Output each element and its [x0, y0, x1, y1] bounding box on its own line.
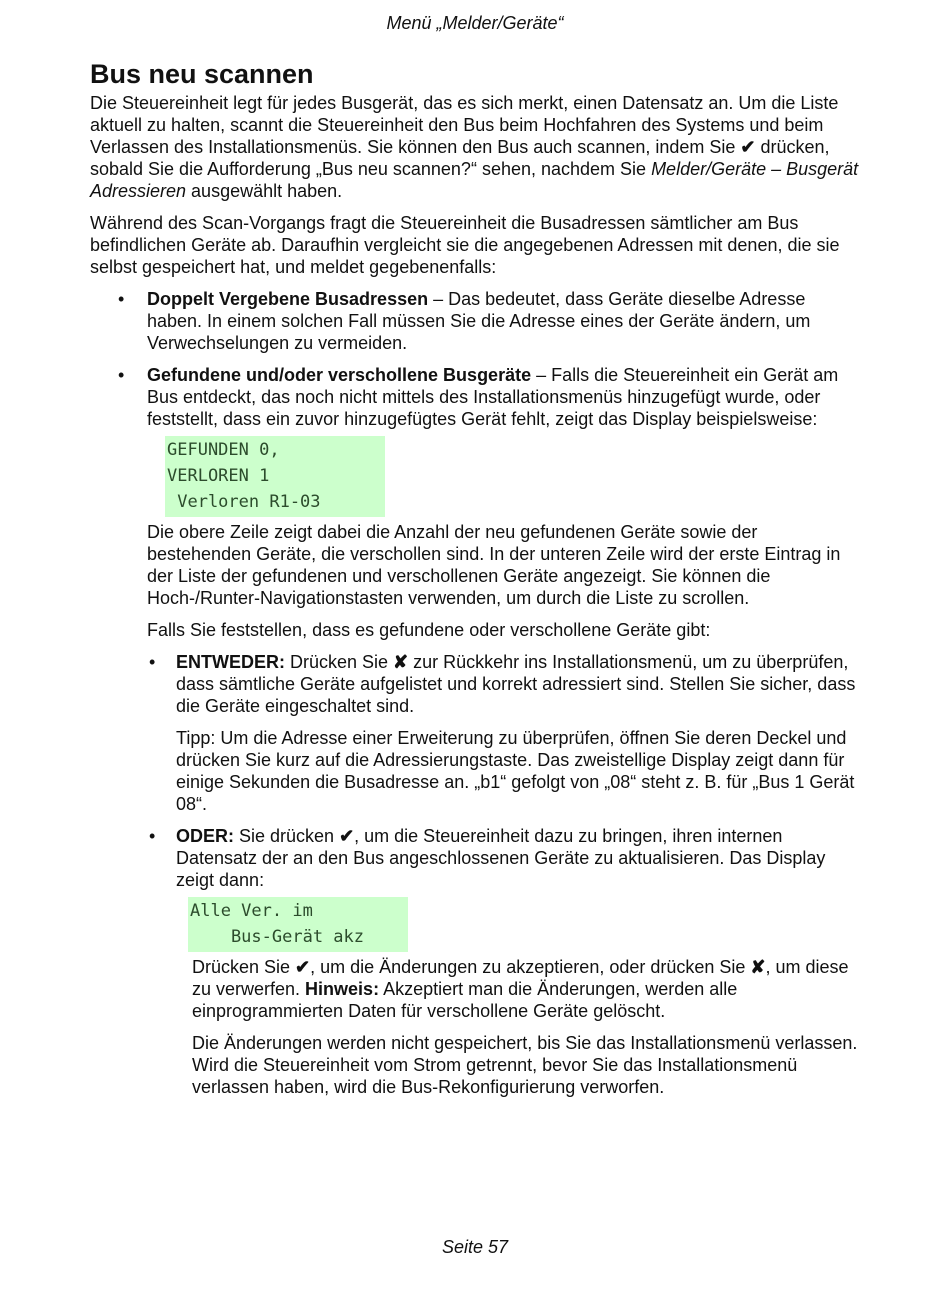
- list-item-text: – Falls die Steuereinheit ein Gerät am Bus entdeckt, das noch nicht mittels des Installationsmenüs hinzugefügt wurde, oder feststellt, dass ein zuvor hinzugefügtes Gerät fehlt, zeigt das Display beispielsweise:: [147, 365, 839, 429]
- running-header: Menü „Melder/Geräte“: [386, 13, 564, 33]
- intro-paragraph: [90, 92, 865, 202]
- accept-text: Akzeptiert man die Änderungen, werden alle einprogrammierten Daten für verschollene Geräte gelöscht.: [192, 979, 738, 1021]
- intro-text-3: ausgewählt haben.: [186, 181, 343, 201]
- if-found-paragraph: Falls Sie feststellen, dass es gefundene oder verschollene Geräte gibt:: [147, 620, 711, 640]
- note-label: Hinweis:: [305, 979, 380, 999]
- lcd-line-3: Verloren R1-03: [167, 492, 321, 512]
- section-title: Bus neu scannen: [90, 59, 314, 89]
- page-number: Seite 57: [441, 1237, 509, 1257]
- accept-text: , um diese zu verwerfen.: [192, 957, 849, 999]
- lcd-line-1: Alle Ver. im: [190, 901, 313, 921]
- check-symbol: ✔: [295, 957, 311, 977]
- content: [90, 58, 865, 1108]
- list-item-title: Doppelt Vergebene Busadressen: [147, 289, 429, 309]
- option-or: [147, 825, 865, 1098]
- report-list: [90, 288, 865, 1098]
- list-item-title: Gefundene und/oder verschollene Busgeräte: [147, 365, 532, 385]
- lcd-line-2: Bus-Gerät akz: [190, 927, 364, 947]
- list-item-found-lost: [90, 364, 865, 1098]
- intro-text-1: Die Steuereinheit legt für jedes Busgerät, das es sich merkt, einen Datensatz an. Um die Liste aktuell zu halten, scannt die Steuereinheit den Bus beim Hochfahren des Systems und beim Verlassen des Installationsmenüs. Sie können den Bus auch scannen, indem Sie: [90, 93, 839, 157]
- options-list: [147, 651, 865, 1098]
- lcd-explanation: Die obere Zeile zeigt dabei die Anzahl der neu gefundenen Geräte sowie der bestehenden Geräte, die verschollen sind. In der unteren Zeile wird der erste Eintrag in der Liste der gefundenen und verschollenen Geräte angezeigt. Sie können die Hoch-/Runter-Navigationstasten verwenden, um durch die Liste zu scrollen.: [147, 522, 841, 608]
- lcd-display-found-lost: [165, 436, 385, 517]
- check-symbol: ✔: [740, 137, 756, 157]
- option-text: , um die Steuereinheit dazu zu bringen, ihren internen Datensatz der an den Bus angeschlossenen Geräte zu aktualisieren. Das Display zeigt dann:: [176, 826, 826, 890]
- accept-block: [176, 956, 865, 1098]
- scan-paragraph: Während des Scan-Vorgangs fragt die Steuereinheit die Busadressen sämtlicher am Bus befindlichen Geräte ab. Daraufhin vergleicht sie die angegebenen Adressen mit denen, die sie selbst gespeichert hat, und meldet gegebenenfalls:: [90, 213, 840, 277]
- option-label: ODER:: [176, 826, 234, 846]
- lcd-line-2: VERLOREN 1: [167, 466, 270, 486]
- list-item-text: – Das bedeutet, dass Geräte dieselbe Adresse haben. In einem solchen Fall müssen Sie die Adresse eines der Geräte ändern, um Verwechselungen zu vermeiden.: [147, 289, 811, 353]
- option-text: Drücken Sie: [285, 652, 394, 672]
- lcd-line-1: GEFUNDEN 0,: [167, 440, 280, 460]
- intro-text-2: drücken, sobald Sie die Aufforderung „Bus neu scannen?“ sehen, nachdem Sie: [90, 137, 830, 179]
- list-item-duplicate: [90, 288, 865, 354]
- option-text: zur Rückkehr ins Installationsmenü, um zu überprüfen, dass sämtliche Geräte aufgelistet und korrekt adressiert sind. Stellen Sie sicher, dass die Geräte eingeschaltet sind.: [176, 652, 856, 716]
- cross-symbol: ✘: [750, 957, 766, 977]
- accept-text: , um die Änderungen zu akzeptieren, oder drücken Sie: [310, 957, 751, 977]
- accept-paragraph: [192, 956, 865, 1022]
- menu-path: Melder/Geräte – Busgerät Adressieren: [90, 159, 859, 201]
- tip-paragraph: Tipp: Um die Adresse einer Erweiterung zu überprüfen, öffnen Sie deren Deckel und drücken Sie kurz auf die Adressierungstaste. Das zweistellige Display zeigt dann für einige Sekunden die Busadresse an. „b1“ gefolgt von „08“ steht z. B. für „Bus 1 Gerät 08“.: [176, 728, 855, 814]
- option-either: [147, 651, 865, 815]
- lcd-display-accept: [188, 897, 408, 952]
- accept-text: Drücken Sie: [192, 957, 296, 977]
- option-text: Sie drücken: [234, 826, 340, 846]
- final-paragraph: Die Änderungen werden nicht gespeichert, bis Sie das Installationsmenü verlassen. Wird die Steuereinheit vom Strom getrennt, bevor Sie das Installationsmenü verlassen haben, wird die Bus-Rekonfigurierung verworfen.: [192, 1033, 858, 1097]
- cross-symbol: ✘: [393, 652, 409, 672]
- check-symbol: ✔: [339, 826, 355, 846]
- option-label: ENTWEDER:: [176, 652, 285, 672]
